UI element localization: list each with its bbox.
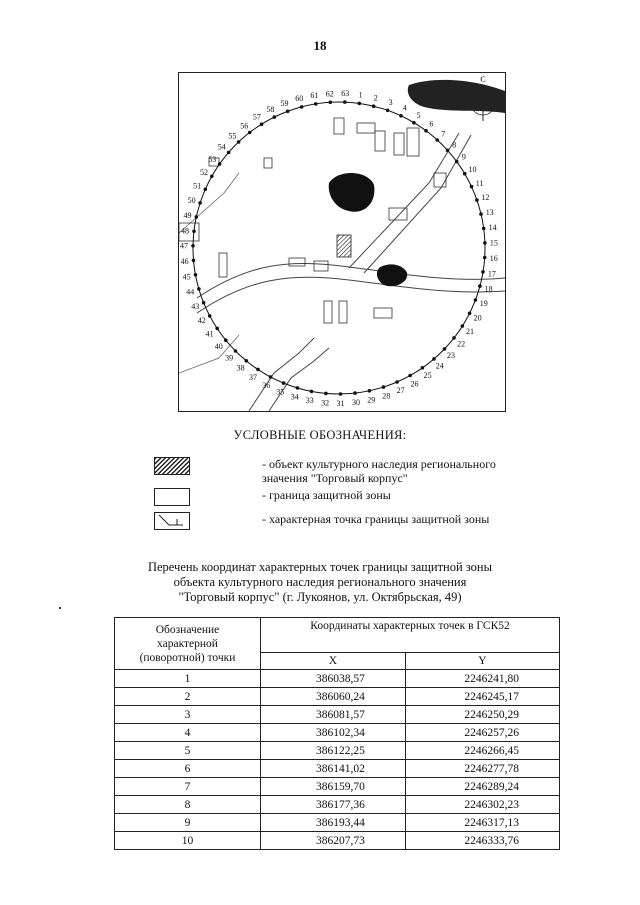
building (334, 118, 344, 134)
heritage-object (337, 235, 351, 257)
x-coordinate-cell: 386038,57 (261, 670, 406, 688)
boundary-point (463, 172, 467, 176)
caption-line: объекта культурного наследия регионального значения (173, 575, 467, 589)
building (407, 128, 419, 156)
boundary-point (339, 392, 343, 396)
boundary-point-label: 28 (382, 391, 391, 401)
table-row (115, 796, 560, 814)
boundary-point-label: 53 (208, 154, 217, 164)
point-number-cell: 7 (115, 778, 261, 796)
boundary-point-label: 27 (396, 386, 405, 396)
boundary-point-label: 14 (488, 223, 497, 233)
boundary-point (481, 270, 485, 274)
boundary-point (256, 368, 260, 372)
tree-area (329, 173, 375, 212)
boundary-point-label: 29 (367, 395, 376, 405)
building (264, 158, 272, 168)
boundary-point-label: 60 (295, 94, 304, 104)
x-coordinate-cell: 386207,73 (261, 832, 406, 850)
boundary-point (470, 185, 474, 189)
building (339, 301, 347, 323)
boundary-point-label: 52 (200, 167, 208, 177)
boundary-point (372, 104, 376, 108)
boundary-point-label: 13 (485, 208, 494, 217)
point-number-cell: 1 (115, 670, 261, 688)
table-row (115, 670, 560, 688)
boundary-point-label: 39 (225, 353, 234, 363)
point-designation-header (115, 618, 261, 670)
boundary-point (194, 273, 198, 277)
boundary-point-label: 20 (473, 313, 482, 323)
boundary-point-label: 1 (358, 90, 363, 100)
point-number-cell: 2 (115, 688, 261, 706)
caption-line: Перечень координат характерных точек границы защитной зоны (147, 560, 493, 574)
boundary-point (358, 102, 362, 106)
boundary-point (482, 227, 486, 231)
boundary-point (395, 380, 399, 384)
y-coordinate-cell: 2246277,78 (405, 760, 559, 778)
boundary-point-label: 49 (183, 211, 192, 220)
boundary-point (399, 114, 403, 118)
table-row (115, 688, 560, 706)
boundary-point-label: 32 (321, 398, 330, 408)
point-number-cell: 3 (115, 706, 261, 724)
point-number-cell: 8 (115, 796, 261, 814)
x-header: X (261, 653, 406, 670)
legend-title: УСЛОВНЫЕ ОБОЗНАЧЕНИЯ: (233, 428, 407, 442)
boundary-point (483, 241, 487, 245)
margin-mark (59, 607, 61, 609)
y-coordinate-cell: 2246302,23 (405, 796, 559, 814)
point-number-cell: 6 (115, 760, 261, 778)
boundary-point-label: 30 (352, 398, 360, 408)
boundary-point-label: 59 (280, 98, 289, 108)
boundary-point-label: 26 (410, 379, 419, 389)
y-coordinate-cell: 2246289,24 (405, 778, 559, 796)
boundary-point (198, 201, 202, 205)
x-coordinate-cell: 386081,57 (261, 706, 406, 724)
road (197, 277, 505, 313)
boundary-point (446, 149, 450, 153)
boundary-point-label: 61 (310, 91, 319, 100)
boundary-point-label: 57 (252, 112, 261, 122)
coordinates-header: Координаты характерных точек в ГСК52 (261, 618, 560, 653)
site-map-drawing (179, 73, 505, 411)
boundary-point (310, 390, 314, 394)
boundary-point-label: 40 (214, 341, 223, 351)
north-letter: С (480, 75, 486, 84)
table-row (115, 778, 560, 796)
boundary-point-label: 18 (484, 284, 493, 294)
boundary-point-label: 54 (217, 142, 226, 152)
building (434, 173, 446, 187)
x-coordinate-cell: 386102,34 (261, 724, 406, 742)
boundary-point (432, 357, 436, 361)
y-coordinate-cell: 2246241,80 (405, 670, 559, 688)
boundary-point (386, 109, 390, 113)
building (314, 261, 328, 271)
boundary-point (195, 215, 199, 219)
header-line: (поворотной) точки (139, 651, 236, 664)
boundary-point-label: 23 (447, 351, 455, 361)
table-row (115, 760, 560, 778)
building (374, 308, 392, 318)
boundary-point (474, 298, 478, 302)
building (375, 131, 385, 151)
boundary-point (197, 287, 201, 291)
boundary-point (215, 327, 219, 331)
legend-text: - характерная точка границы защитной зоны (262, 512, 490, 526)
boundary-point (204, 188, 208, 192)
y-coordinate-cell: 2246245,17 (405, 688, 559, 706)
boundary-point (421, 366, 425, 370)
boundary-point-label: 22 (457, 339, 466, 349)
boundary-point-label: 10 (468, 165, 477, 175)
y-coordinate-cell: 2246266,45 (405, 742, 559, 760)
boundary-point-label: 62 (325, 89, 334, 99)
road (197, 264, 505, 298)
boundary-point-label: 36 (262, 380, 271, 390)
coordinates-table (114, 617, 560, 850)
boundary-point-label: 24 (435, 361, 444, 371)
boundary-point (329, 101, 333, 105)
hatched-swatch-icon (154, 457, 190, 475)
x-coordinate-cell: 386122,25 (261, 742, 406, 760)
tree-area (377, 264, 407, 286)
legend-text-line: значения "Торговый корпус" (262, 471, 408, 485)
table-row (115, 814, 560, 832)
tree-area (408, 80, 505, 113)
boundary-point-label: 58 (266, 105, 275, 114)
building (394, 133, 404, 155)
legend-text-line: - объект культурного наследия регионального (262, 457, 496, 471)
boundary-point-label: 47 (180, 241, 188, 251)
boundary-point (202, 301, 206, 305)
boundary-point-label: 17 (487, 269, 496, 279)
table-caption (0, 560, 640, 605)
boundary-point-label: 15 (489, 238, 498, 248)
boundary-point-label: 55 (228, 131, 237, 141)
boundary-point (269, 375, 273, 379)
boundary-point (435, 138, 439, 142)
boundary-point-label: 19 (479, 299, 488, 309)
legend-text (262, 457, 562, 485)
boundary-point-label: 33 (305, 396, 314, 406)
boundary-point-label: 34 (290, 392, 299, 402)
road (269, 348, 329, 411)
legend-item-zone-boundary (154, 488, 534, 508)
boundary-point-label: 45 (182, 272, 191, 282)
boundary-point-swatch-icon (154, 512, 190, 530)
boundary-point-label: 38 (236, 363, 245, 373)
y-coordinate-cell: 2246333,76 (405, 832, 559, 850)
boundary-point (353, 391, 357, 395)
building (357, 123, 375, 133)
boundary-point-label: 37 (249, 372, 257, 382)
boundary-point-label: 35 (276, 387, 285, 397)
boundary-point (468, 312, 472, 316)
boundary-point (343, 100, 347, 104)
point-number-cell: 9 (115, 814, 261, 832)
boundary-point-label: 63 (341, 89, 350, 99)
boundary-point-label: 42 (197, 316, 206, 326)
boundary-point (478, 284, 482, 288)
boundary-point (260, 122, 264, 126)
boundary-point-label: 9 (461, 152, 466, 162)
boundary-point-label: 16 (489, 254, 498, 263)
boundary-point-label: 4 (402, 103, 407, 113)
boundary-point (282, 381, 286, 385)
boundary-point-label: 21 (466, 326, 474, 336)
boundary-point (191, 244, 195, 248)
x-coordinate-cell: 386193,44 (261, 814, 406, 832)
boundary-point (452, 336, 456, 340)
x-coordinate-cell: 386060,24 (261, 688, 406, 706)
boundary-point-label: 12 (481, 193, 490, 203)
header-line: Обозначение (155, 623, 220, 636)
y-coordinate-cell: 2246250,29 (405, 706, 559, 724)
coordinates-table-body (115, 670, 560, 850)
boundary-point (237, 140, 241, 144)
boundary-point-label: 50 (187, 196, 196, 206)
boundary-point (245, 359, 249, 363)
boundary-point-label: 51 (193, 181, 202, 191)
boundary-swatch-icon (154, 488, 190, 506)
point-number-cell: 10 (115, 832, 261, 850)
boundary-point (368, 389, 372, 393)
point-number-cell: 4 (115, 724, 261, 742)
boundary-point-label: 41 (205, 329, 214, 339)
y-coordinate-cell: 2246257,26 (405, 724, 559, 742)
site-map (178, 72, 506, 412)
boundary-point (475, 198, 479, 202)
table-row (115, 742, 560, 760)
road (249, 338, 314, 411)
boundary-point (314, 102, 318, 106)
boundary-point-label: 11 (475, 178, 484, 188)
boundary-point (224, 338, 228, 342)
boundary-point-label: 5 (416, 110, 421, 120)
boundary-point-label: 44 (186, 287, 195, 297)
boundary-point (192, 230, 196, 234)
table-row (115, 832, 560, 850)
y-coordinate-cell: 2246317,13 (405, 814, 559, 832)
boundary-point (273, 115, 277, 119)
boundary-point-label: 2 (373, 93, 378, 103)
boundary-point (296, 386, 300, 390)
legend-text: - граница защитной зоны (262, 488, 391, 502)
table-row (115, 724, 560, 742)
boundary-point-label: 48 (181, 226, 189, 236)
boundary-point (443, 347, 447, 351)
boundary-point (483, 256, 487, 260)
boundary-point-label: 6 (429, 119, 434, 129)
boundary-point (248, 131, 252, 135)
boundary-point (461, 324, 465, 328)
boundary-point-label: 25 (423, 371, 432, 381)
boundary-point (424, 129, 428, 133)
boundary-point (234, 349, 238, 353)
boundary-point (455, 160, 459, 164)
x-coordinate-cell: 386177,36 (261, 796, 406, 814)
boundary-point (412, 121, 416, 125)
boundary-point (382, 385, 386, 389)
boundary-point-label: 46 (180, 257, 189, 267)
x-coordinate-cell: 386141,02 (261, 760, 406, 778)
header-line: характерной (157, 637, 218, 650)
boundary-point (208, 314, 212, 318)
boundary-point (300, 105, 304, 109)
boundary-point (227, 151, 231, 155)
boundary-point (479, 212, 483, 216)
building (324, 301, 332, 323)
boundary-point-label: 7 (441, 129, 446, 139)
boundary-point (286, 110, 290, 114)
page-number: 18 (313, 38, 327, 53)
boundary-point (408, 374, 412, 378)
building (289, 258, 305, 266)
building (219, 253, 227, 277)
boundary-point-label: 56 (240, 121, 249, 131)
y-header: Y (405, 653, 559, 670)
boundary-point-label: 8 (452, 140, 457, 150)
legend-item-heritage-object (154, 457, 534, 485)
legend-item-boundary-point (154, 512, 534, 532)
boundary-point (218, 162, 222, 166)
x-coordinate-cell: 386159,70 (261, 778, 406, 796)
boundary-point (210, 175, 214, 179)
caption-line: "Торговый корпус" (г. Лукоянов, ул. Октябрьская, 49) (178, 590, 462, 604)
table-row (115, 706, 560, 724)
boundary-point-label: 3 (388, 97, 393, 107)
boundary-point (324, 392, 328, 396)
point-number-cell: 5 (115, 742, 261, 760)
boundary-point-label: 31 (336, 399, 345, 408)
boundary-point (192, 259, 196, 263)
boundary-point-label: 43 (191, 302, 200, 312)
